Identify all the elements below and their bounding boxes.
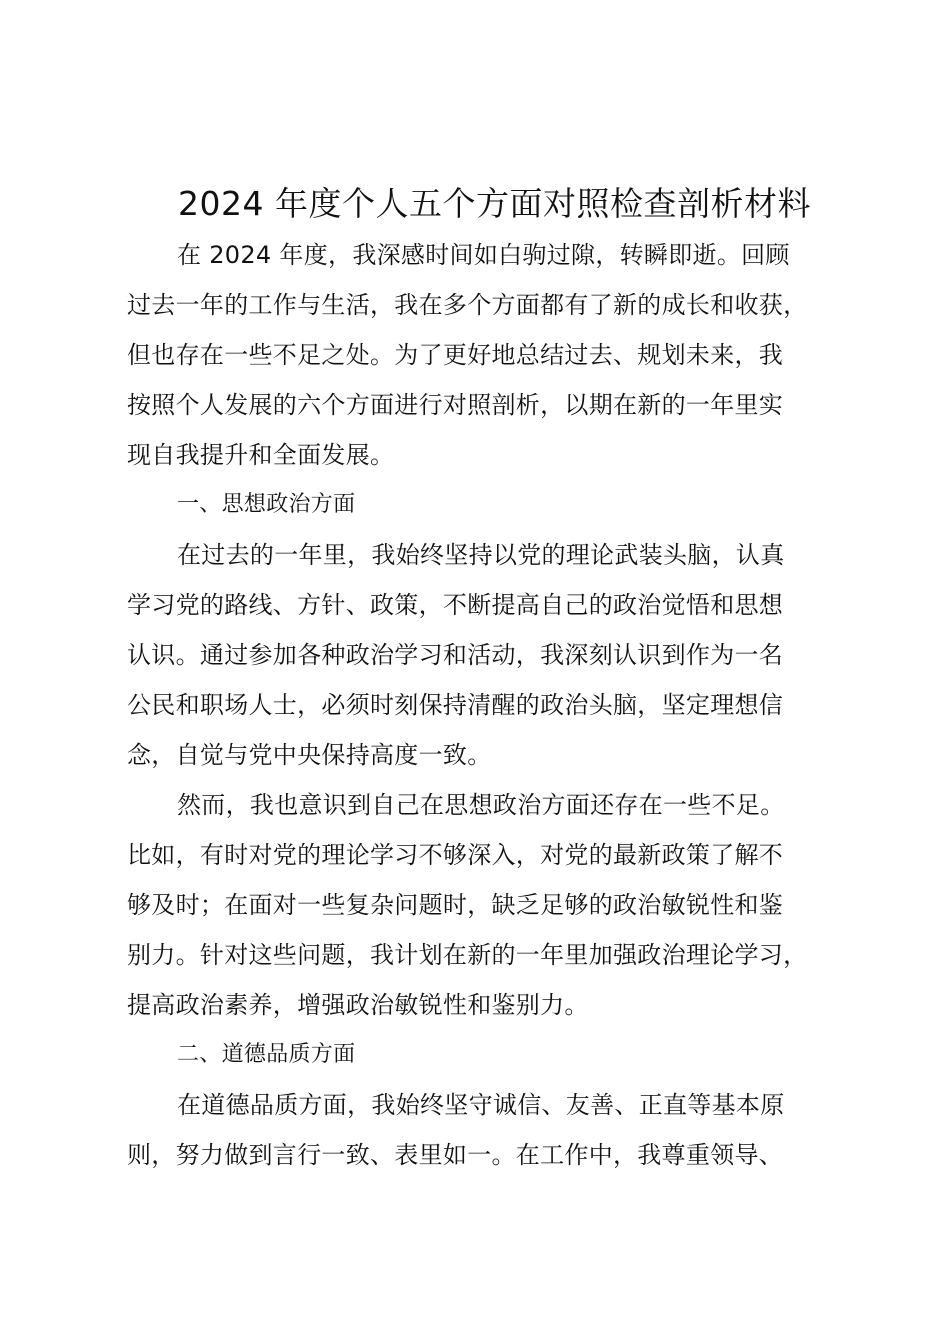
political-paragraph-1	[127, 530, 862, 780]
paragraph-line: 比如，有时对党的理论学习不够深入，对党的最新政策了解不	[127, 841, 784, 869]
paragraph-line: 过去一年的工作与生活，我在多个方面都有了新的成长和收获，	[127, 291, 808, 319]
section-heading-political: 一、思想政治方面	[177, 492, 356, 517]
paragraph-line: 在过去的一年里，我始终坚持以党的理论武装头脑，认真	[177, 541, 785, 569]
paragraph-line: 认识。通过参加各种政治学习和活动，我深刻认识到作为一名	[127, 641, 784, 669]
paragraph-line: 提高政治素养，增强政治敏锐性和鉴别力。	[127, 991, 589, 1019]
paragraph-line: 别力。针对这些问题，我计划在新的一年里加强政治理论学习，	[127, 941, 808, 969]
paragraph-line: 但也存在一些不足之处。为了更好地总结过去、规划未来，我	[127, 341, 784, 369]
document-page	[127, 178, 862, 1180]
paragraph-line: 够及时；在面对一些复杂问题时，缺乏足够的政治敏锐性和鉴	[127, 891, 784, 919]
section-heading-moral: 二、道德品质方面	[177, 1042, 356, 1067]
paragraph-line: 然而，我也意识到自己在思想政治方面还存在一些不足。	[177, 791, 785, 819]
paragraph-line: 在 2024 年度，我深感时间如白驹过隙，转瞬即逝。回顾	[177, 241, 790, 269]
political-paragraph-2	[127, 780, 862, 1030]
paragraph-line: 在道德品质方面，我始终坚守诚信、友善、正直等基本原	[177, 1091, 785, 1119]
paragraph-line: 现自我提升和全面发展。	[127, 441, 395, 469]
moral-paragraph-1	[127, 1080, 862, 1180]
paragraph-line: 公民和职场人士，必须时刻保持清醒的政治头脑，坚定理想信	[127, 691, 784, 719]
paragraph-line: 念，自觉与党中央保持高度一致。	[127, 741, 492, 769]
intro-paragraph	[127, 230, 862, 480]
paragraph-line: 学习党的路线、方针、政策，不断提高自己的政治觉悟和思想	[127, 591, 784, 619]
document-title: 2024 年度个人五个方面对照检查剖析材料	[178, 184, 811, 223]
paragraph-line: 按照个人发展的六个方面进行对照剖析，以期在新的一年里实	[127, 391, 784, 419]
paragraph-line: 则，努力做到言行一致、表里如一。在工作中，我尊重领导、	[127, 1141, 784, 1169]
